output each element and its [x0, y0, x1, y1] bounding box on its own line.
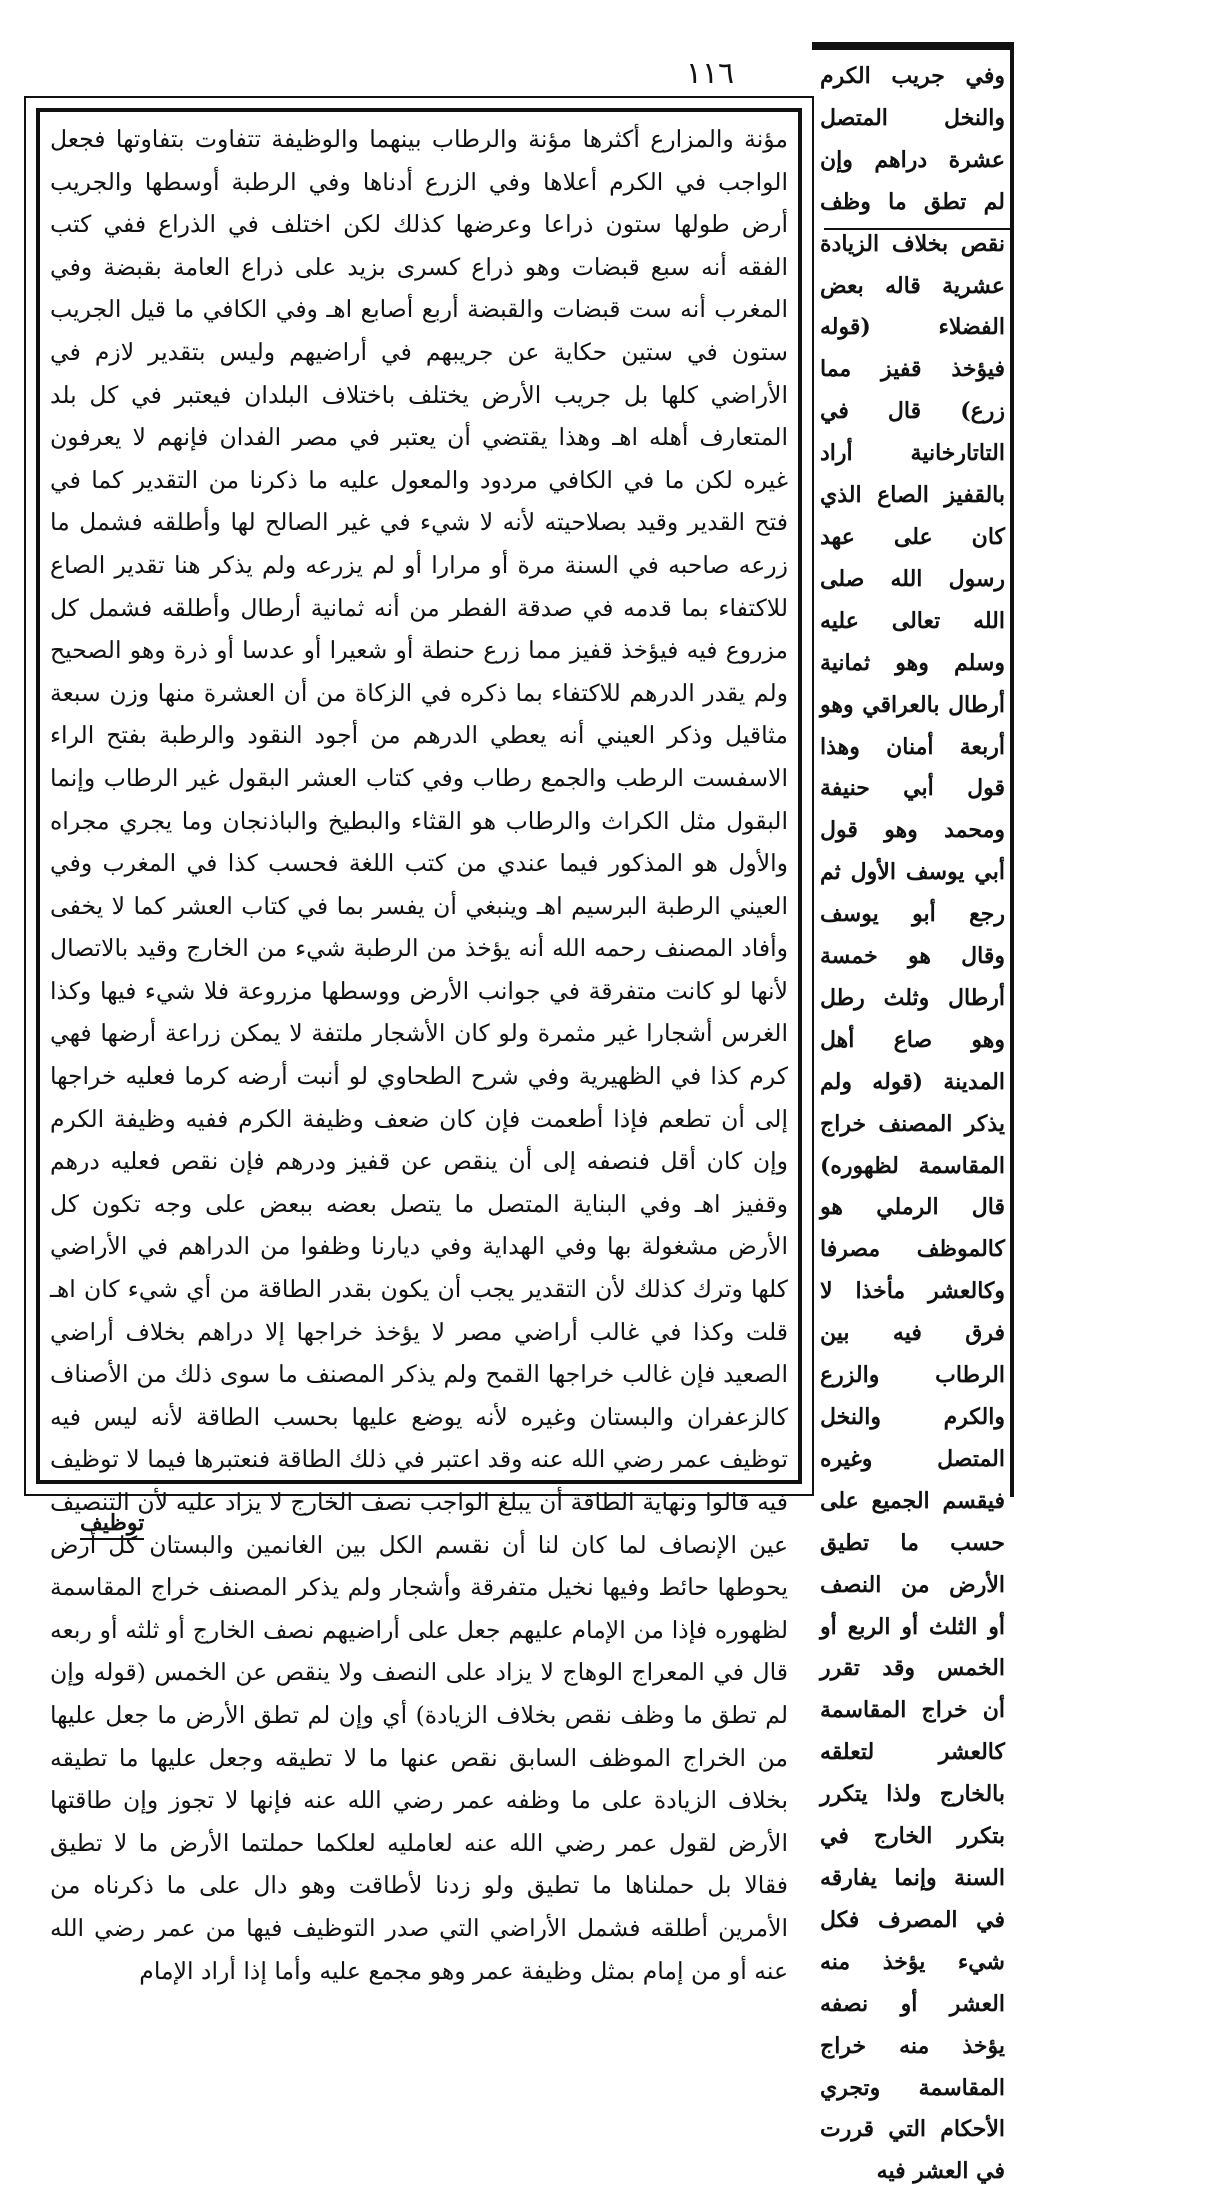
marginal-commentary-text: وفي جريب الكرم والنخل المتصل عشرة دراهم وإن لم تطق ما وظف نقص بخلاف الزيادة عشرية قاله بعض الفضلاء (قوله فيؤخذ قفيز مما زرع) قال في التاتارخانية أراد بالقفيز الصاع الذي كان على عهد رسول الله صلى الله تعالى عليه وسلم وهو ثمانية أرطال بالعراقي وهو أربعة أمنان وهذا قول أبي حنيفة ومحمد وهو قول أبي يوسف الأول ثم رجع أبو يوسف وقال هو خمسة أرطال وثلث رطل وهو صاع أهل المدينة (قوله ولم يذكر المصنف خراج المقاسمة لظهوره) قال الرملي هو كالموظف مصرفا وكالعشر مأخذا لا فرق فيه بين الرطاب والزرع والكرم والنخل المتصل وغيره فيقسم الجميع على حسب ما تطيق الأرض من النصف أو الثلث أو الربع أو الخمس وقد تقرر أن خراج المقاسمة كالعشر لتعلقه بالخارج ولذا يتكرر بتكرر الخارج في السنة وإنما يفارقه في المصرف فكل شيء يؤخذ منه العشر أو نصفه يؤخذ منه خراج المقاسمة وتجري الأحكام التي قررت في العشر فيه: [820, 63, 1005, 2185]
main-text: مؤنة والمزارع أكثرها مؤنة والرطاب بينهما والوظيفة تتفاوت بتفاوتها فجعل الواجب في الكرم أعلاها وفي الزرع أدناها وفي الرطبة أوسطها والجريب أرض طولها ستون ذراعا وعرضها كذلك لكن اختلف في الذراع ففي كتب الفقه أنه سبع قبضات وهو ذراع كسرى بزيد على ذراع العامة بقبضة وفي المغرب أنه ست قبضات والقبضة أربع أصابع اهـ وفي الكافي ما قيل الجريب ستون في ستين حكاية عن جريبهم في أراضيهم وليس بتقدير لازم في الأراضي كلها بل جريب الأرض يختلف باختلاف البلدان فيعتبر في كل بلد المتعارف أهله اهـ وهذا يقتضي أن يعتبر في مصر الفدان فإنهم لا يعرفون غيره لكن ما في الكافي مردود والمعول عليه ما ذكرنا من التقدير كما في فتح القدير وقيد بصلاحيته لأنه لا شيء في غير الصالح لها وأطلقه فشمل ما زرعه صاحبه في السنة مرة أو مرارا أو لم يزرعه ولم يذكر هنا تقدير الصاع للاكتفاء بما قدمه في صدقة الفطر من أنه ثمانية أرطال وأطلقه فشمل كل مزروع فيه فيؤخذ قفيز مما زرع حنطة أو شعيرا أو عدسا أو ذرة وهو الصحيح ولم يقدر الدرهم للاكتفاء بما ذكره في الزكاة من أن العشرة منها وزن سبعة مثاقيل وذكر العيني أنه يعطي الدرهم من أجود النقود والرطبة بفتح الراء الاسفست الرطب والجمع رطاب وفي كتاب العشر البقول غير الرطاب وإنما البقول مثل الكراث والرطاب هو القثاء والبطيخ والباذنجان وما يجري مجراه والأول هو المذكور فيما عندي من كتب اللغة فحسب كذا في المغرب وفي العيني الرطبة البرسيم اهـ وينبغي أن يفسر بما في كتاب العشر كما لا يخفى وأفاد المصنف رحمه الله أنه يؤخذ من الرطبة شيء من الخارج وقيد بالاتصال لأنها لو كانت متفرقة في جوانب الأرض ووسطها مزروعة فلا شيء فيها وكذا الغرس أشجارا غير مثمرة ولو كان الأشجار ملتفة لا يمكن زراعة أرضها فهي كرم كذا في الظهيرية وفي شرح الطحاوي لو أنبت أرضه كرما فعليه خراجها إلى أن تطعم فإذا أطعمت فإن كان ضعف وظيفة الكرم ففيه وظيفة الكرم وإن كان أقل فنصفه إلى أن ينقص عن قفيز ودرهم فإن نقص فعليه درهم وقفيز اهـ وفي البناية المتصل ما يتصل بعضه ببعض على وجه تكون كل الأرض مشغولة بها وفي الهداية وفي ديارنا وظفوا من الدراهم في الأراضي كلها وترك كذلك لأن التقدير يجب أن يكون بقدر الطاقة من أي شيء كان اهـ قلت وكذا في غالب أراضي مصر لا يؤخذ خراجها إلا دراهم بخلاف أراضي الصعيد فإن غالب خراجها القمح ولم يذكر المصنف ما سوى ذلك من الأصناف كالزعفران والبستان وغيره لأنه يوضع عليها بحسب الطاقة لأنه ليس فيه توظيف عمر رضي الله عنه وقد اعتبر في ذلك الطاقة فنعتبرها فيما لا توظيف فيه قالوا ونهاية الطاقة أن يبلغ الواجب نصف الخارج لا يزاد عليه لأن التنصيف عين الإنصاف لما كان لنا أن نقسم الكل بين الغانمين والبستان كل أرض يحوطها حائط وفيها نخيل متفرقة وأشجار ولم يذكر المصنف خراج المقاسمة لظهوره فإذا من الإمام عليهم جعل على أراضيهم نصف الخارج أو ثلثه أو ربعه قال في المعراج الوهاج لا يزاد على النصف ولا ينقص عن الخمس (قوله وإن لم تطق ما وظف نقص بخلاف الزيادة) أي وإن لم تطق الأرض ما جعل عليها من الخراج الموظف السابق نقص عنها ما لا تطيقه وجعل عليها ما تطيقه بخلاف الزيادة على ما وظفه عمر رضي الله عنه فإنها لا تجوز وإن طاقتها الأرض لقول عمر رضي الله عنه لعامليه لعلكما حملتما الأرض ما لا تطيق فقالا بل حملناها ما تطيق ولو زدنا لأطاقت وهو دال على ما ذكرناه من الأمرين أطلقه فشمل الأراضي التي صدر التوظيف فيها من عمر رضي الله عنه أو من إمام بمثل وظيفة عمر وهو مجمع عليه وأما إذا أراد الإمام: [50, 125, 789, 1985]
marginal-top-rule: [812, 42, 1012, 50]
marginal-right-rule: [1010, 42, 1014, 1497]
main-text-frame: [24, 96, 814, 1985]
main-text-inner-frame: [36, 108, 802, 1985]
catchword: توظيف: [80, 1510, 144, 1540]
marginal-commentary: [820, 56, 1005, 2185]
page-number: ١١٦: [685, 56, 735, 91]
